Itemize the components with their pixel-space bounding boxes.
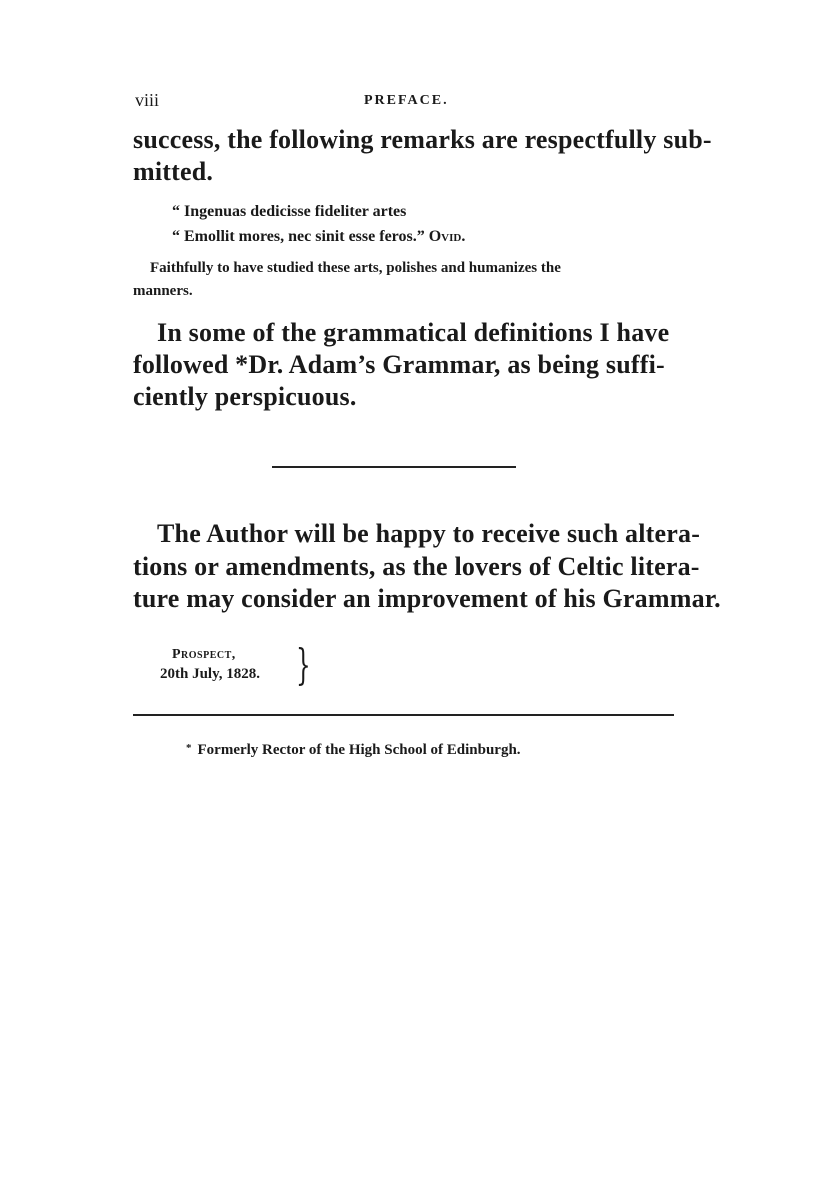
text-line: In some of the grammatical definitions I have: [157, 318, 670, 347]
translation-line: manners.: [133, 283, 193, 299]
text-line: ciently perspicuous.: [133, 382, 357, 411]
footnote-mark: *: [186, 742, 192, 754]
footnote-text: Formerly Rector of the High School of Edinburgh.: [197, 742, 521, 758]
text-line: The Author will be happy to receive such altera-: [157, 519, 701, 548]
section-divider: [272, 466, 516, 468]
latin-verse-line: [172, 228, 465, 246]
text-line: tions or amendments, as the lovers of Celtic litera-: [133, 552, 700, 581]
footnote: [186, 742, 521, 759]
signoff-place: Prospect,: [172, 647, 236, 662]
text-line: ture may consider an improvement of his Grammar.: [133, 584, 721, 613]
text-line: mitted.: [133, 157, 214, 186]
text-line: success, the following remarks are respectfully sub-: [133, 125, 712, 154]
text-line: followed *Dr. Adam’s Grammar, as being suffi-: [133, 350, 665, 379]
latin-verse-line: “ Ingenuas dedicisse fideliter artes: [172, 203, 407, 220]
footnote-rule: [133, 714, 674, 716]
page-number: viii: [135, 90, 160, 110]
brace-icon: }: [296, 640, 311, 689]
running-title: PREFACE.: [364, 93, 449, 108]
translation-line: Faithfully to have studied these arts, polishes and humanizes the: [150, 260, 561, 276]
signoff-date: 20th July, 1828.: [160, 666, 261, 682]
verse-author: Ovid.: [428, 228, 466, 245]
verse-text: “ Emollit mores, nec sinit esse feros.”: [172, 228, 425, 245]
